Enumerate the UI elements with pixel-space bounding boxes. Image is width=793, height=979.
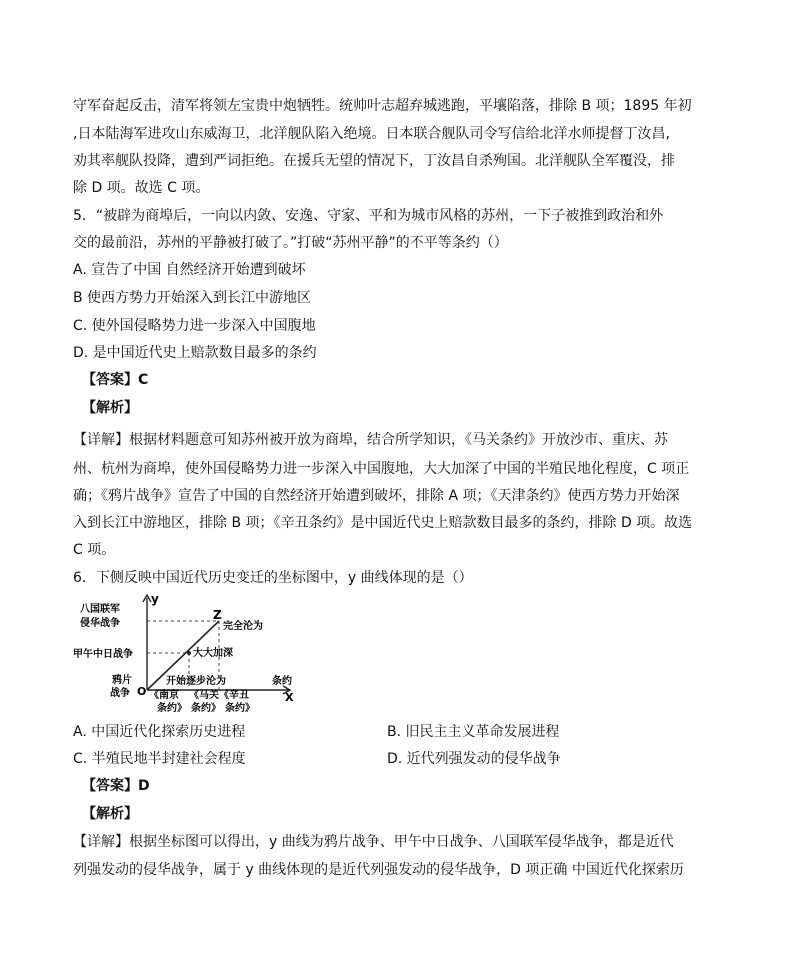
q5-option-c: C. 使外国侵略势力进一步深入中国腹地 xyxy=(73,318,316,334)
annotation-begin: 开始逐步沦为 xyxy=(166,676,226,687)
annotation-deepened: 大大加深 xyxy=(193,648,233,659)
y-tick-3: 甲午中日战争 xyxy=(73,649,133,660)
x-tick-3b: 条约》 xyxy=(225,703,255,714)
q6-option-c: C. 半殖民地半封建社会程度 xyxy=(73,751,246,767)
q6-option-b: B. 旧民主主义革命发展进程 xyxy=(387,724,560,740)
z-label: Z xyxy=(213,608,222,622)
q6-answer: 【答案】D xyxy=(82,778,150,794)
x-axis-title: 条约 xyxy=(272,676,292,687)
y-tick-5: 战争 xyxy=(110,688,130,699)
q6-detail-line-2: 列强发动的侵华战争，属于 y 曲线体现的是近代列强发动的侵华战争，D 项正确 中国近代化探索历 xyxy=(73,862,684,878)
y-curve-point xyxy=(187,651,191,655)
x-tick-2b: 条约》 xyxy=(191,703,221,714)
q6-option-a: A. 中国近代化探索历史进程 xyxy=(73,724,246,740)
q5-detail-line-3: 确；《鸦片战争》宣告了中国的自然经济开始遭到破坏，排除 A 项；《天津条约》使西方势力开始深 xyxy=(73,488,680,504)
q6-stem: 6．下侧反映中国近代历史变迁的坐标图中，y 曲线体现的是（） xyxy=(73,570,473,586)
q5-stem-line-2: 交的最前沿，苏州的平静被打破了。”打破“苏州平静”的不平等条约（） xyxy=(73,235,508,251)
x-tick-1b: 条约》 xyxy=(157,703,187,714)
x-axis-label: X xyxy=(285,691,294,704)
q5-analysis-label: 【解析】 xyxy=(82,400,138,416)
y-tick-2: 侵华战争 xyxy=(80,618,120,629)
y-axis-label: y xyxy=(151,592,159,606)
q5-stem-line-1: 5．“被辟为商埠后，一向以内敛、安逸、守家、平和为城市风格的苏州，一下子被推到政治和外 xyxy=(73,208,664,224)
q6-detail-line-1: 【详解】根据坐标图可以得出，y 曲线为鸦片战争、甲午中日战争、八国联军侵华战争，都是近代 xyxy=(73,834,674,850)
x-tick-1a: 《南京 xyxy=(149,690,179,701)
q5-detail-line-5: C 项。 xyxy=(73,542,116,558)
q6-option-d: D. 近代列强发动的侵华战争 xyxy=(387,751,561,767)
q5-detail-line-4: 入到长江中游地区，排除 B 项；《辛丑条约》是中国近代史上赔款数目最多的条约，排除 D 项。故选 xyxy=(73,515,693,531)
prev-detail-line-2: ,日本陆海军进攻山东威海卫，北洋舰队陷入绝境。日本联合舰队司令写信给北洋水师提督丁汝昌, xyxy=(73,126,670,142)
q5-option-a: A. 宣告了中国 自然经济开始遭到破坏 xyxy=(73,262,306,278)
y-tick-1: 八国联军 xyxy=(80,604,120,615)
origin-label: O xyxy=(137,685,147,698)
q5-answer: 【答案】C xyxy=(82,372,149,388)
q6-coordinate-figure xyxy=(73,592,303,714)
q5-option-b: B 使西方势力开始深入到长江中游地区 xyxy=(73,290,312,306)
q5-detail-line-1: 【详解】根据材料题意可知苏州被开放为商埠，结合所学知识，《马关条约》开放沙市、重庆、苏 xyxy=(73,432,668,448)
x-tick-2a: 《马关 xyxy=(189,690,219,701)
y-tick-4: 鸦片 xyxy=(112,675,132,686)
prev-detail-line-3: 劝其率舰队投降，遭到严词拒绝。在援兵无望的情况下，丁汝昌自杀殉国。北洋舰队全军覆没，排 xyxy=(73,153,675,169)
q5-option-d: D. 是中国近代史上赔款数目最多的条约 xyxy=(73,345,317,361)
prev-detail-line-1: 守军奋起反击，清军将领左宝贵中炮牺牲。统帅叶志超弃城逃跑，平壤陷落，排除 B 项；1895 年初 xyxy=(73,98,692,114)
q5-detail-line-2: 州、杭州为商埠，使外国侵略势力进一步深入中国腹地，大大加深了中国的半殖民地化程度，C 项正 xyxy=(73,461,690,477)
x-tick-3a: 《辛丑 xyxy=(219,690,249,701)
annotation-fully: 完全沦为 xyxy=(223,621,263,632)
prev-detail-line-4: 除 D 项。故选 C 项。 xyxy=(73,180,210,196)
q6-analysis-label: 【解析】 xyxy=(82,806,138,822)
